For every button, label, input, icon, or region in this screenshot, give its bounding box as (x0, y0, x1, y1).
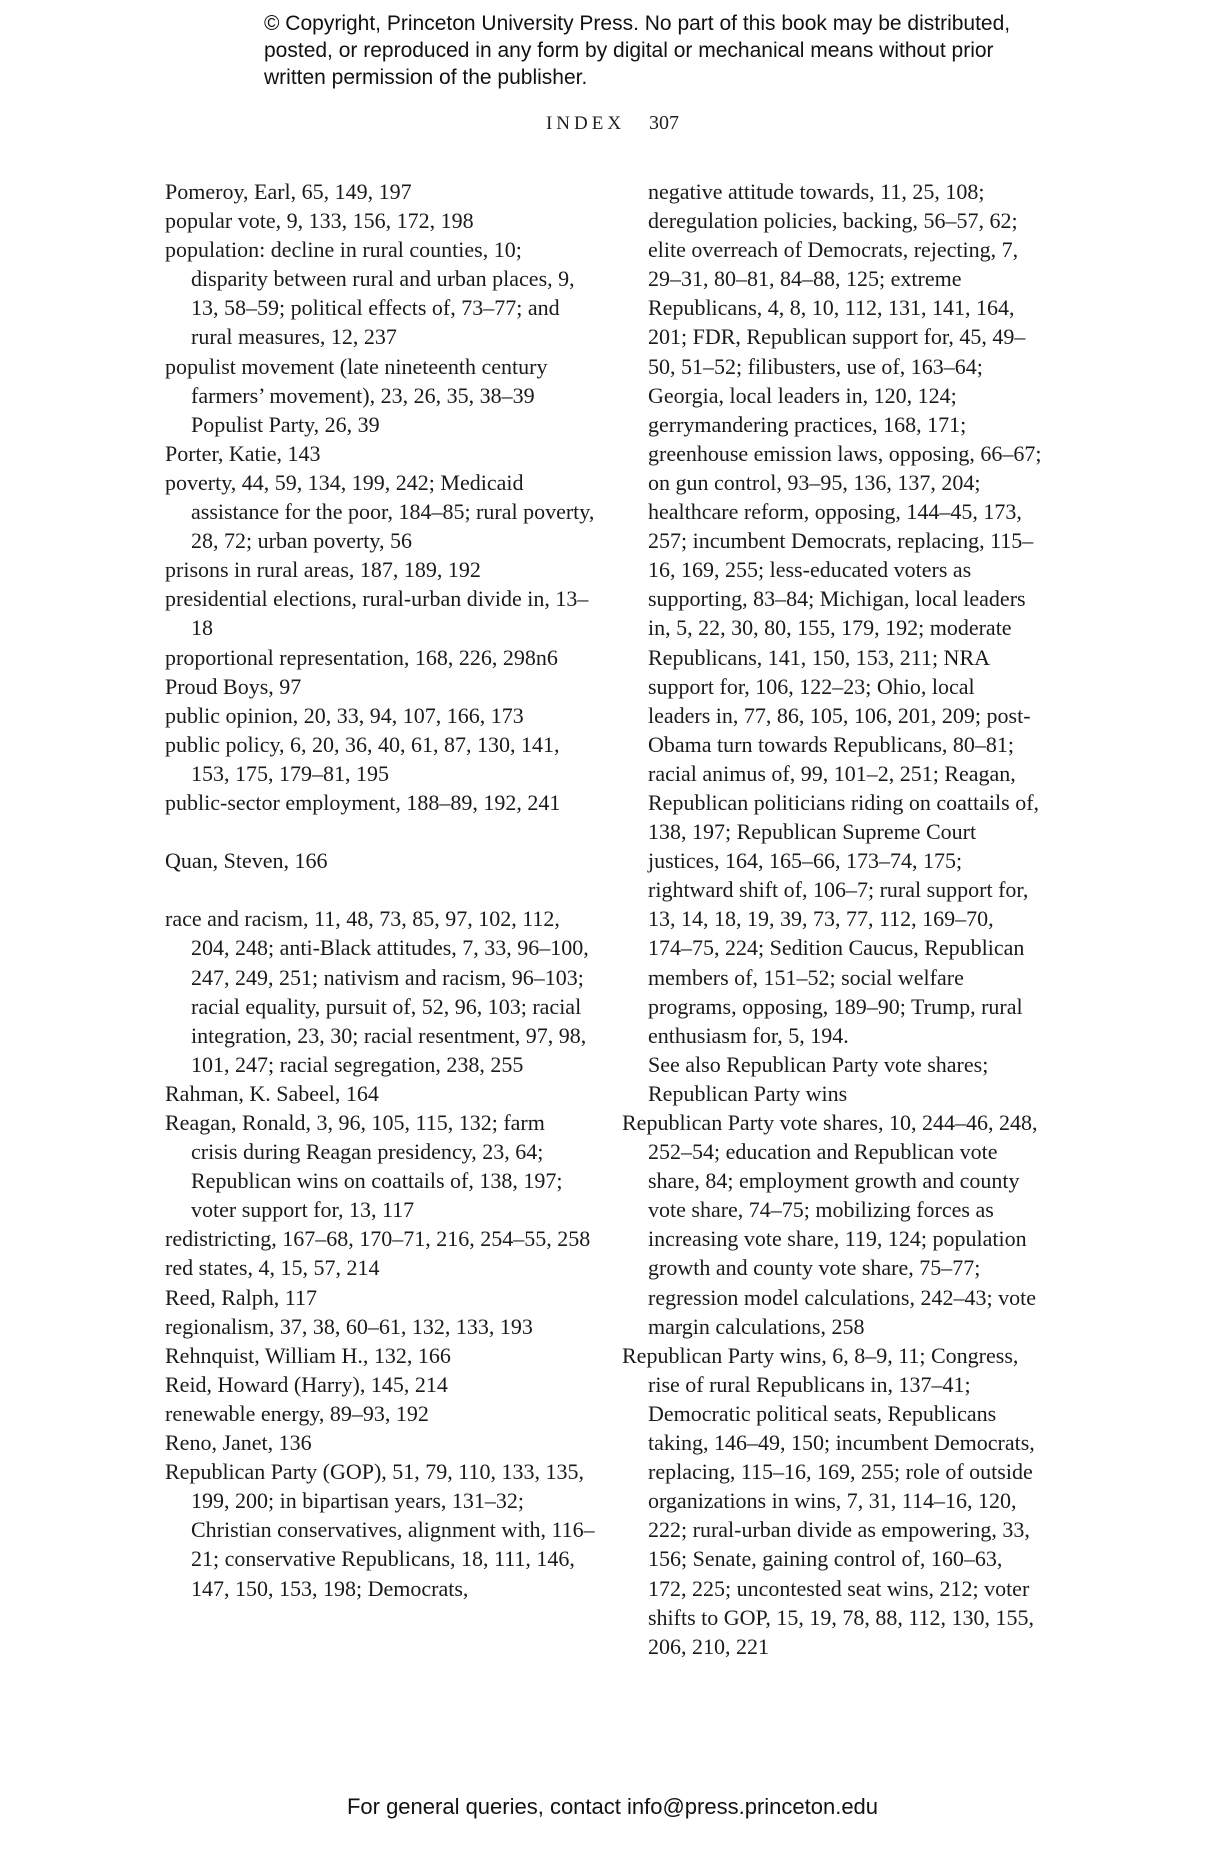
index-entry: Reagan, Ronald, 3, 96, 105, 115, 132; farm crisis during Reagan presidency, 23, 64; Republican wins on coattails of, 138, 197; voter support for, 13, 117 (165, 1110, 563, 1223)
index-entry: regionalism, 37, 38, 60–61, 132, 133, 193 (165, 1313, 533, 1339)
index-entry: Rahman, K. Sabeel, 164 (165, 1080, 379, 1106)
index-entry: popular vote, 9, 133, 156, 172, 198 (165, 208, 474, 234)
index-column-right (622, 177, 1042, 1661)
index-entry: Rehnquist, William H., 132, 166 (165, 1342, 451, 1368)
index-entry: Pomeroy, Earl, 65, 149, 197 (165, 179, 412, 204)
footer-contact: For general queries, contact info@press.princeton.edu (346, 1794, 879, 1819)
index-entry: Reno, Janet, 136 (165, 1430, 312, 1456)
running-head (0, 112, 1225, 135)
index-entry: public policy, 6, 20, 36, 40, 61, 87, 130, 141, 153, 175, 179–81, 195 (165, 731, 560, 786)
index-entry: proportional representation, 168, 226, 298n6 (165, 644, 558, 670)
index-entry: populist movement (late nineteenth century farmers’ movement), 23, 26, 35, 38–39 Populist Party, 26, 39 (165, 353, 548, 437)
index-entry: prisons in rural areas, 187, 189, 192 (165, 557, 481, 583)
section-gap (165, 817, 595, 846)
index-entry: population: decline in rural counties, 10; disparity between rural and urban places, 9, 13, 58–59; political effects of, 73–77; and rural measures, 12, 237 (165, 237, 575, 350)
index-entry: Porter, Katie, 143 (165, 440, 321, 466)
index-entry-continuation: negative attitude towards, 11, 25, 108; deregulation policies, backing, 56–57, 62; elite overreach of Democrats, rejecting, 7, 29–31, 80–81, 84–88, 125; extreme Republicans, 4, 8, 10, 112, 131, 141, 164, 201; FDR, Republican support for, 45, 49–50, 51–52; filibusters, use of, 163–64; Georgia, local leaders in, 120, 124; gerrymandering practices, 168, 171; greenhouse emission laws, opposing, 66–67; on gun control, 93–95, 136, 137, 204; healthcare reform, opposing, 144–45, 173, 257; incumbent Democrats, replacing, 115–16, 169, 255; less-educated voters as supporting, 83–84; Michigan, local leaders in, 5, 22, 30, 80, 155, 179, 192; moderate Republicans, 141, 150, 153, 211; NRA support for, 106, 122–23; Ohio, local leaders in, 77, 86, 105, 106, 201, 209; post-Obama turn towards Republicans, 80–81; racial animus of, 99, 101–2, 251; Reagan, Republican politicians riding on coattails of, 138, 197; Republican Supreme Court justices, 164, 165–66, 173–74, 175; rightward shift of, 106–7; rural support for, 13, 14, 18, 19, 39, 73, 77, 112, 169–70, 174–75, 224; Sedition Caucus, Republican members of, 151–52; social welfare programs, opposing, 189–90; Trump, rural enthusiasm for, 5, 194. (648, 179, 1042, 1048)
index-entry: renewable energy, 89–93, 192 (165, 1400, 429, 1426)
index-entry: Proud Boys, 97 (165, 673, 302, 699)
index-entry: Republican Party wins, 6, 8–9, 11; Congress, rise of rural Republicans in, 137–41; Democratic political seats, Republicans taking, 146–49, 150; incumbent Democrats, replacing, 115–16, 169, 255; role of outside organizations in wins, 7, 31, 114–16, 120, 222; rural-urban divide as empowering, 33, 156; Senate, gaining control of, 160–63, 172, 225; uncontested seat wins, 212; voter shifts to GOP, 15, 19, 78, 88, 112, 130, 155, 206, 210, 221 (622, 1342, 1035, 1659)
index-entry: red states, 4, 15, 57, 214 (165, 1255, 380, 1281)
copyright-notice: © Copyright, Princeton University Press. No part of this book may be distributed, posted, or reproduced in any form by digital or mechanical means without prior written permission of the publisher. (264, 12, 1011, 89)
index-entry: race and racism, 11, 48, 73, 85, 97, 102, 112, 204, 248; anti-Black attitudes, 7, 33, 96–100, 247, 249, 251; nativism and racism, 96–103; racial equality, pursuit of, 52, 96, 103; racial integration, 23, 30; racial resentment, 97, 98, 101, 247; racial segregation, 238, 255 (165, 906, 589, 1077)
index-entry: Reed, Ralph, 117 (165, 1284, 317, 1310)
index-entry: public-sector employment, 188–89, 192, 241 (165, 789, 561, 815)
index-column-left (165, 177, 595, 1603)
index-entry: public opinion, 20, 33, 94, 107, 166, 173 (165, 702, 524, 728)
index-entry: poverty, 44, 59, 134, 199, 242; Medicaid assistance for the poor, 184–85; rural poverty, 28, 72; urban poverty, 56 (165, 469, 595, 554)
running-head-title: INDEX (545, 113, 626, 134)
see-also-reference: See also Republican Party vote shares; Republican Party wins (648, 1051, 989, 1106)
index-entry: Republican Party vote shares, 10, 244–46, 248, 252–54; education and Republican vote share, 84; employment growth and county vote share, 74–75; mobilizing forces as increasing vote share, 119, 124; population growth and county vote share, 75–77; regression model calculations, 242–43; vote margin calculations, 258 (622, 1110, 1038, 1339)
index-entry: Republican Party (GOP), 51, 79, 110, 133, 135, 199, 200; in bipartisan years, 131–32; Christian conservatives, alignment with, 116–21; conservative Republicans, 18, 111, 146, 147, 150, 153, 198; Democrats, (165, 1459, 595, 1601)
index-entry: Reid, Howard (Harry), 145, 214 (165, 1371, 448, 1397)
index-entry: presidential elections, rural-urban divide in, 13–18 (165, 586, 589, 641)
section-gap (165, 875, 595, 904)
index-entry: redistricting, 167–68, 170–71, 216, 254–55, 258 (165, 1226, 591, 1252)
index-entry: Quan, Steven, 166 (165, 848, 328, 874)
page-number: 307 (649, 112, 680, 134)
